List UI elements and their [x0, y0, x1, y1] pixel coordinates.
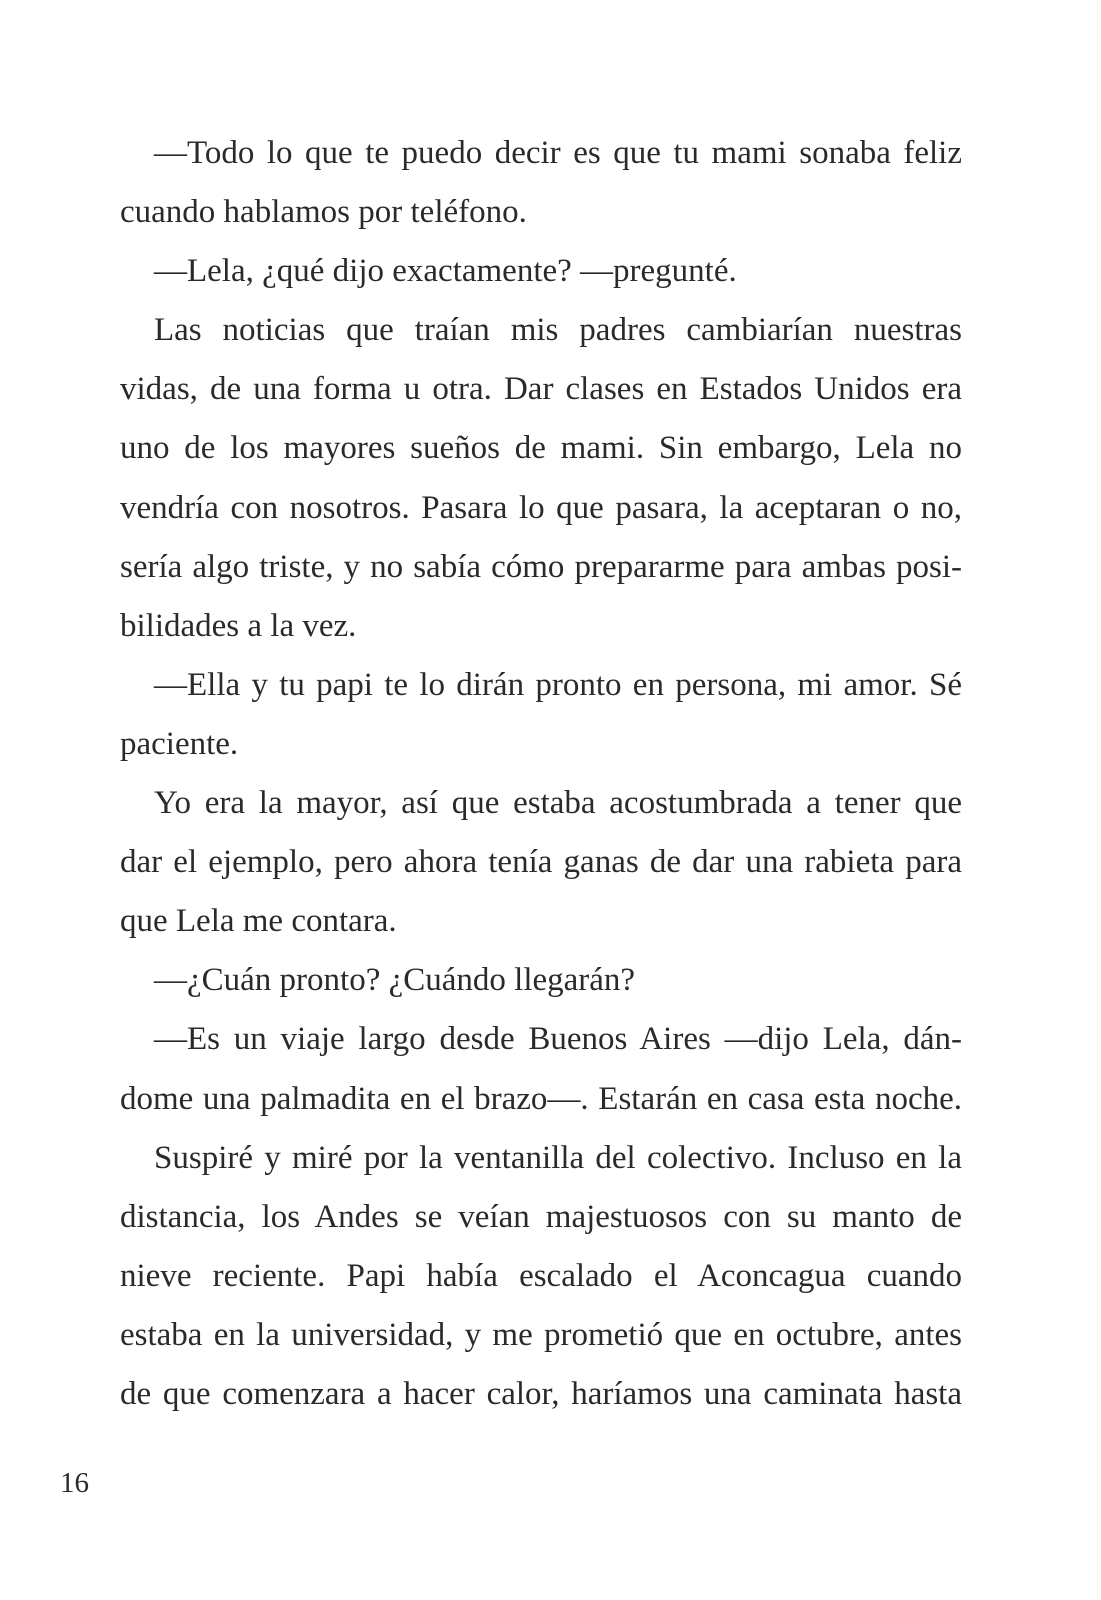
text-line: nieve reciente. Papi había escalado el Aconcagua cuando [120, 1257, 962, 1294]
text-line: sería algo triste, y no sabía cómo prepararme para ambas posi- [120, 548, 962, 585]
text-line: Suspiré y miré por la ventanilla del colectivo. Incluso en la [154, 1139, 962, 1176]
text-line: —Lela, ¿qué dijo exactamente? —pregunté. [154, 253, 737, 290]
text-line: dome una palmadita en el brazo—. Estarán en casa esta noche. [120, 1080, 962, 1117]
text-line: vidas, de una forma u otra. Dar clases en Estados Unidos era [120, 371, 962, 408]
text-line: —Es un viaje largo desde Buenos Aires —dijo Lela, dán- [154, 1021, 962, 1058]
text-line: cuando hablamos por teléfono. [120, 194, 527, 231]
text-line: uno de los mayores sueños de mami. Sin embargo, Lela no [120, 430, 962, 467]
text-line: de que comenzara a hacer calor, haríamos una caminata hasta [120, 1375, 962, 1412]
text-line: Las noticias que traían mis padres cambiarían nuestras [154, 312, 962, 349]
text-line: estaba en la universidad, y me prometió que en octubre, antes [120, 1316, 962, 1353]
text-line: paciente. [120, 725, 239, 762]
text-line: —Todo lo que te puedo decir es que tu mami sonaba feliz [154, 135, 962, 171]
text-line: distancia, los Andes se veían majestuosos con su manto de [120, 1198, 962, 1235]
text-line: vendría con nosotros. Pasara lo que pasara, la aceptaran o no, [120, 489, 962, 526]
text-line: —¿Cuán pronto? ¿Cuándo llegarán? [154, 962, 636, 999]
text-line: bilidades a la vez. [120, 607, 357, 644]
text-line: dar el ejemplo, pero ahora tenía ganas de dar una rabieta para [120, 844, 962, 881]
text-line: —Ella y tu papi te lo dirán pronto en persona, mi amor. Sé [154, 666, 962, 703]
body-text [120, 124, 962, 1424]
page-number: 16 [60, 1467, 89, 1499]
text-line: que Lela me contara. [120, 903, 397, 940]
text-line: Yo era la mayor, así que estaba acostumbrada a tener que [154, 785, 962, 822]
